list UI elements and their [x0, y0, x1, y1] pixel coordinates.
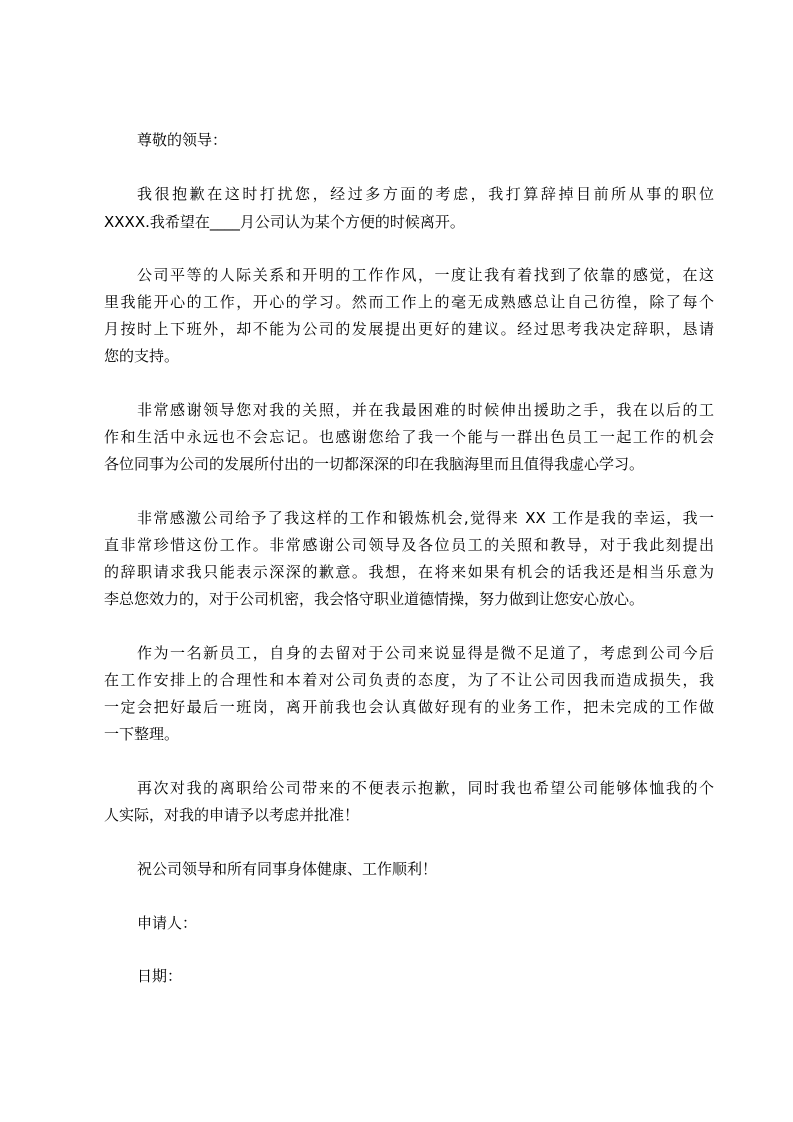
paragraph-6-line-1: 再次对我的离职给公司带来的不便表示抱歉，同时我也希望公司能够体恤我的个	[137, 779, 714, 797]
paragraph-4-line-4: 李总您效力的，对于公司机密，我会恪守职业道德情操，努力做到让您安心放心。	[104, 590, 645, 608]
paragraph-6-line-2: 人实际，对我的申请予以考虑并批准！	[104, 806, 360, 824]
paragraph-4-line-2: 直非常珍惜这份工作。非常感谢公司领导及各位员工的关照和教导，对于我此刻提出	[104, 536, 714, 554]
paragraph-1-line-2: XXXX.我希望在____月公司认为某个方便的时候离开。	[104, 213, 465, 231]
paragraph-3-line-1: 非常感谢领导您对我的关照，并在我最困难的时候伸出援助之手，我在以后的工	[137, 401, 714, 419]
paragraph-5-line-4: 一下整理。	[104, 725, 180, 743]
closing-wish: 祝公司领导和所有同事身体健康、工作顺利！	[137, 860, 438, 878]
paragraph-1-line-1: 我很抱歉在这时打扰您，经过多方面的考虑，我打算辞掉目前所从事的职位	[137, 185, 714, 203]
paragraph-5-line-3: 一定会把好最后一班岗，离开前我也会认真做好现有的业务工作，把未完成的工作做	[104, 698, 714, 716]
paragraph-2-line-1: 公司平等的人际关系和开明的工作作风，一度让我有着找到了依靠的感觉，在这	[137, 266, 714, 284]
paragraph-2-line-2: 里我能开心的工作，开心的学习。然而工作上的毫无成熟感总让自己彷徨，除了每个	[104, 293, 714, 311]
paragraph-4-line-1: 非常感激公司给予了我这样的工作和锻炼机会,觉得来 XX 工作是我的幸运，我一	[137, 509, 714, 527]
salutation: 尊敬的领导：	[137, 131, 228, 149]
paragraph-2-line-4: 您的支持。	[104, 347, 180, 365]
date-label: 日期：	[137, 967, 183, 985]
paragraph-4-line-3: 的辞职请求我只能表示深深的歉意。我想，在将来如果有机会的话我还是相当乐意为	[104, 563, 714, 581]
paragraph-3-line-2: 作和生活中永远也不会忘记。也感谢您给了我一个能与一群出色员工一起工作的机会	[104, 428, 714, 446]
paragraph-5-line-1: 作为一名新员工，自身的去留对于公司来说显得是微不足道了，考虑到公司今后	[137, 644, 714, 662]
paragraph-5-line-2: 在工作安排上的合理性和本着对公司负责的态度，为了不让公司因我而造成损失，我	[104, 671, 714, 689]
paragraph-2-line-3: 月按时上下班外，却不能为公司的发展提出更好的建议。经过思考我决定辞职，恳请	[104, 320, 714, 338]
applicant-label: 申请人：	[137, 914, 198, 932]
paragraph-3-line-3: 各位同事为公司的发展所付出的一切都深深的印在我脑海里而且值得我虚心学习。	[104, 455, 645, 473]
